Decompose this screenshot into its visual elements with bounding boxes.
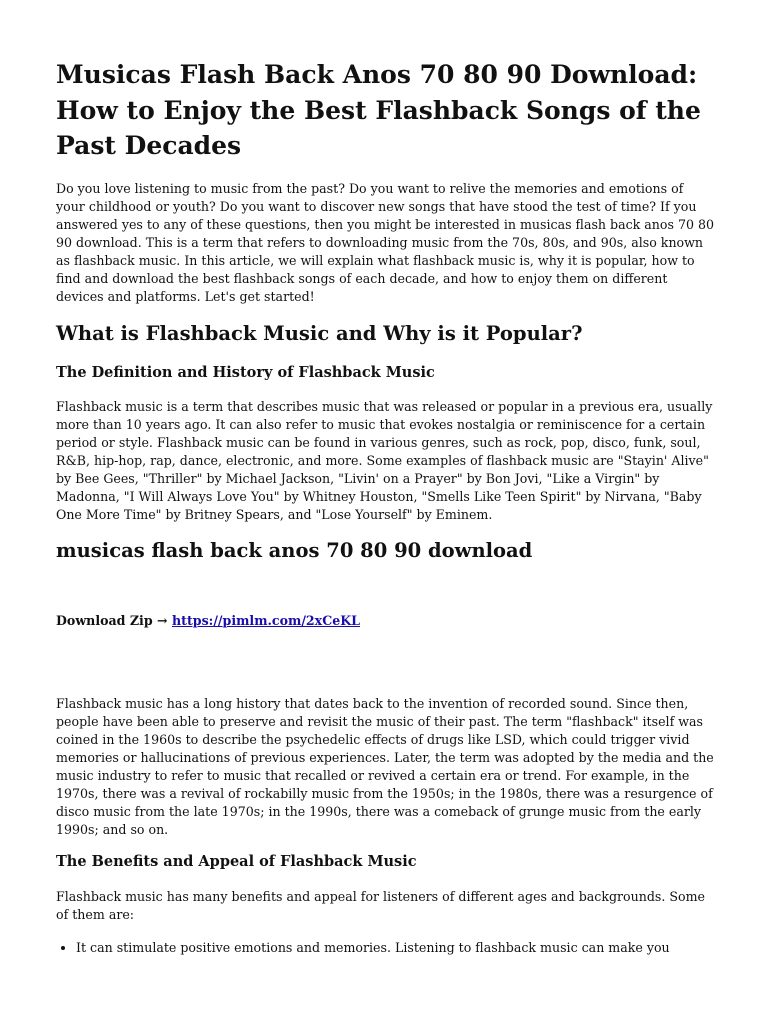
download-link[interactable]: https://pimlm.com/2xCeKL — [171, 613, 361, 628]
intro-paragraph: Do you love listening to music from the past? Do you want to relive the memories and emotions of your childhood or youth? Do you want to discover new songs that have stood the test of time? If you answered yes to any of these questions, then you might be interested in musicas flash back anos 70 80 90 download. This is a term that refers to downloading music from the 70s, 80s, and 90s, also known as flashback music. In this article, we will explain what flashback music is, why it is popular, how to find and download the best flashback songs of each decade, and how to enjoy them on different devices and platforms. Let's get started! — [56, 181, 715, 304]
subheading-definition: The Definition and History of Flashback Music — [56, 364, 435, 381]
history-paragraph: Flashback music has a long history that dates back to the invention of recorded sound. Since then, people have been able to preserve and revisit the music of their past. The term "flashback" itself was coined in the 1960s to describe the psychedelic effects of drugs like LSD, which could trigger vivid memories or hallucinations of previous experiences. Later, the term was adopted by the media and the music industry to refer to music that recalled or revived a certain era or trend. For example, in the 1970s, there was a revival of rockabilly music from the 1950s; in the 1980s, there was a resurgence of disco music from the late 1970s; in the 1990s, there was a comeback of grunge music from the early 1990s; and so on. — [56, 696, 714, 837]
definition-paragraph: Flashback music is a term that describes music that was released or popular in a previous era, usually more than 10 years ago. It can also refer to music that evokes nostalgia or reminiscence for a certain period or style. Flashback music can be found in various genres, such as rock, pop, disco, funk, soul, R&B, hip-hop, rap, dance, electronic, and more. Some examples of flashback music are "Stayin' Alive" by Bee Gees, "Thriller" by Michael Jackson, "Livin' on a Prayer" by Bon Jovi, "Like a Virgin" by Madonna, "I Will Always Love You" by Whitney Houston, "Smells Like Teen Spirit" by Nirvana, "Baby One More Time" by Britney Spears, and "Lose Yourself" by Eminem. — [56, 399, 713, 522]
download-line — [56, 612, 716, 630]
section-heading-what-is: What is Flashback Music and Why is it Popular? — [56, 322, 583, 345]
benefits-list — [38, 939, 736, 957]
arrow-icon: → — [157, 613, 168, 628]
subheading-benefits: The Benefits and Appeal of Flashback Music — [56, 853, 417, 870]
download-label: Download Zip — [56, 613, 153, 628]
page-title: Musicas Flash Back Anos 70 80 90 Download: How to Enjoy the Best Flashback Songs of the Past Decades — [56, 60, 701, 160]
benefits-paragraph: Flashback music has many benefits and appeal for listeners of different ages and backgrounds. Some of them are: — [56, 889, 705, 922]
list-item: • It can stimulate positive emotions and memories. Listening to flashback music can make you — [76, 939, 736, 957]
keyword-heading: musicas flash back anos 70 80 90 download — [56, 539, 533, 562]
